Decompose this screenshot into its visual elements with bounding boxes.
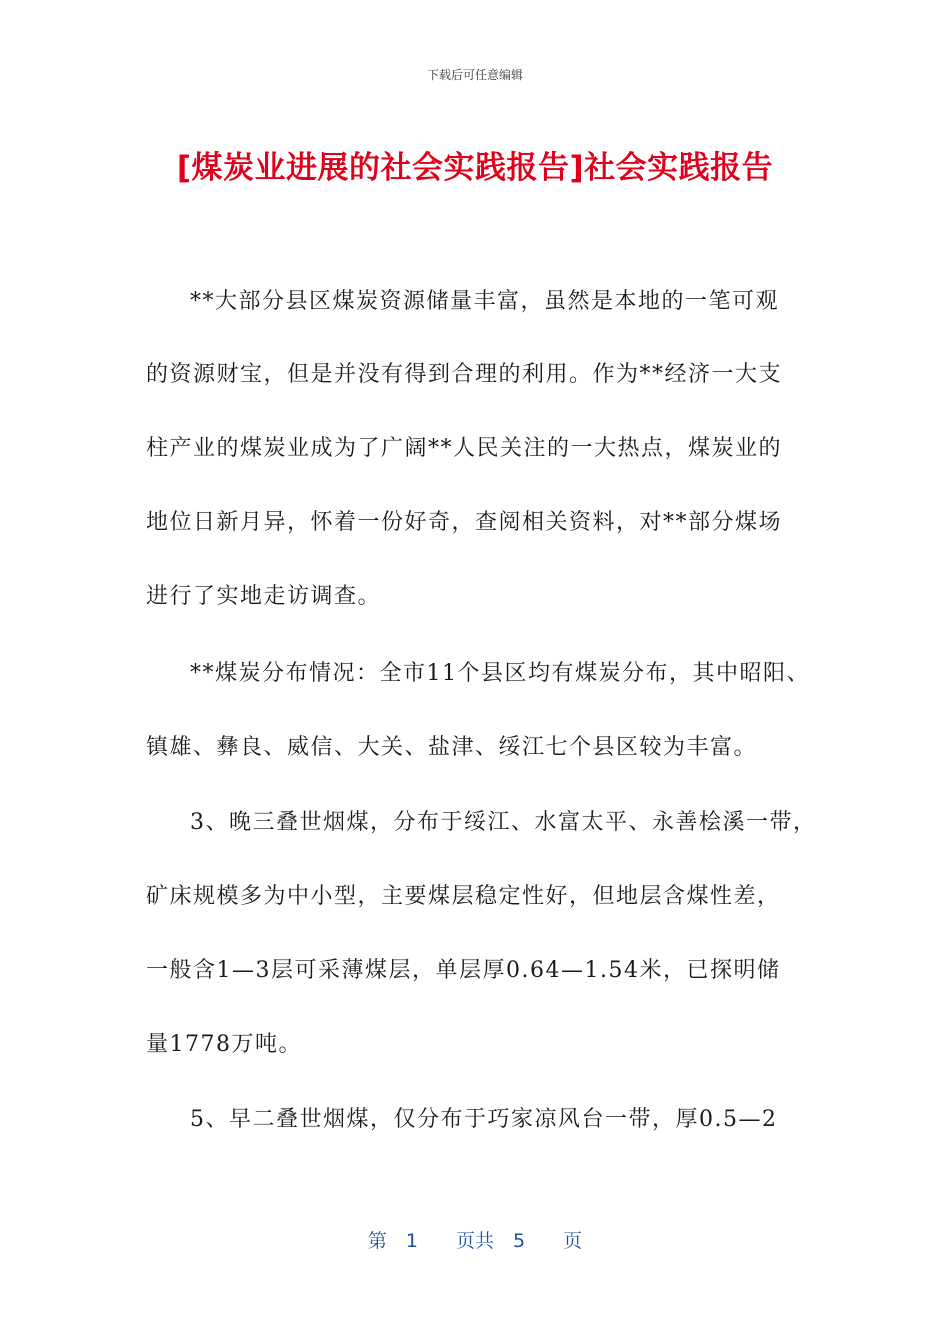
paragraph-line: 地位日新月异，怀着一份好奇，查阅相关资料，对**部分煤场 [146, 510, 783, 535]
page-number-footer: 第 1 页共 5 页 [367, 1230, 583, 1252]
header-note: 下载后可任意编辑 [426, 68, 523, 82]
paragraph-line: 镇雄、彝良、威信、大关、盐津、绥江七个县区较为丰富。 [146, 735, 758, 760]
paragraph-line: 3、晚三叠世烟煤，分布于绥江、水富太平、永善桧溪一带， [190, 810, 817, 835]
paragraph-line: 的资源财宝，但是并没有得到合理的利用。作为**经济一大支 [146, 362, 783, 387]
paragraph-line: **煤炭分布情况：全市11个县区均有煤炭分布，其中昭阳、 [190, 661, 810, 686]
paragraph-line: 进行了实地走访调查。 [146, 584, 382, 609]
paragraph-line: 矿床规模多为中小型，主要煤层稳定性好，但地层含煤性差， [146, 884, 781, 909]
paragraph-line: 5、早二叠世烟煤，仅分布于巧家凉风台一带，厚0.5—2 [190, 1107, 778, 1132]
document-title: [煤炭业进展的社会实践报告]社会实践报告 [176, 150, 774, 186]
paragraph-line: 量1778万吨。 [146, 1032, 302, 1057]
paragraph-line: **大部分县区煤炭资源储量丰富，虽然是本地的一笔可观 [190, 289, 780, 314]
paragraph-line: 柱产业的煤炭业成为了广阔**人民关注的一大热点，煤炭业的 [146, 436, 783, 461]
paragraph-line: 一般含1—3层可采薄煤层，单层厚0.64—1.54米，已探明储 [146, 958, 781, 983]
